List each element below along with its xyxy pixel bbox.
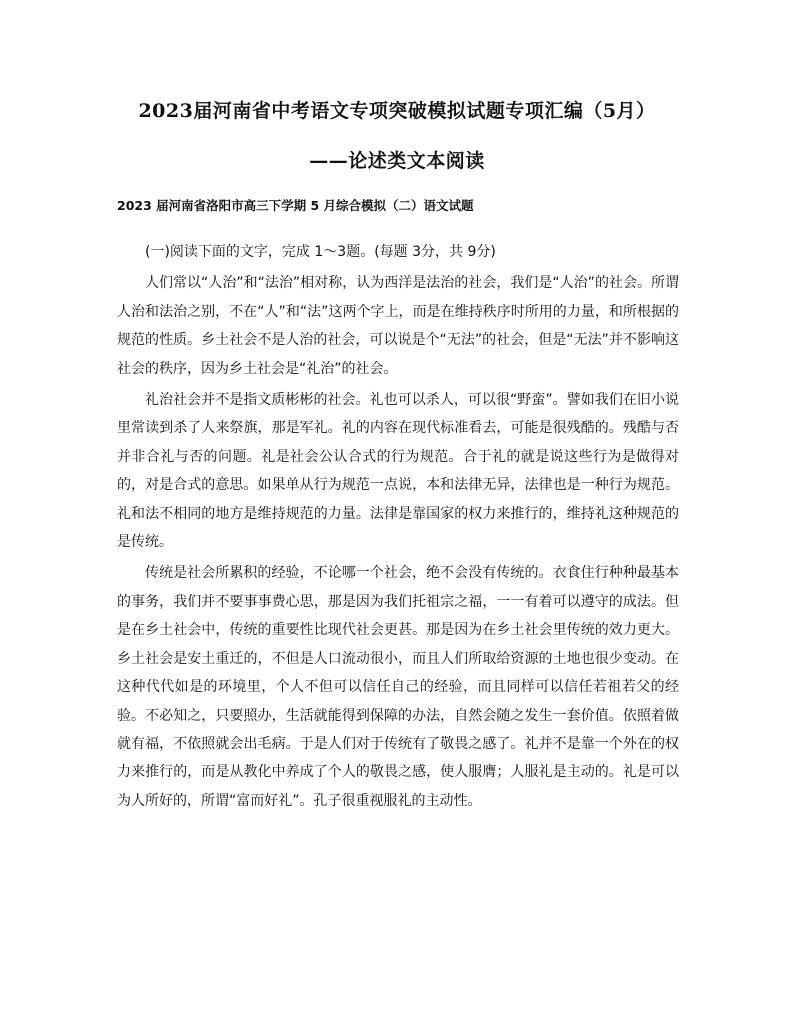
exam-source-heading: 2023 届河南省洛阳市高三下学期 5 月综合模拟（二）语文试题 [117, 198, 474, 213]
paragraph-rites-definition: 礼治社会并不是指文质彬彬的社会。礼也可以杀人，可以很“野蛮”。譬如我们在旧小说里常读到杀了人来祭旗，那是军礼。礼的内容在现代标准看去，可能是很残酷的。残酷与否并非合礼与否的问题。礼是社会公认合式的行为规范。合于礼的就是说这些行为是做得对的，对是合式的意思。如果单从行为规范一点说，本和法律无异，法律也是一种行为规范。礼和法不相同的地方是维持规范的力量。法律是靠国家的权力来推行的，维持礼这种规范的是传统。 [117, 392, 679, 551]
question-instruction: (一)阅读下面的文字，完成 1～3题。(每题 3分，共 9分) [145, 244, 496, 260]
document-title: 2023届河南省中考语文专项突破模拟试题专项汇编（5月） [138, 100, 656, 122]
reading-passage [117, 238, 679, 815]
paragraph-rule-of-rites-intro: 人们常以“人治”和“法治”相对称，认为西洋是法治的社会，我们是“人治”的社会。所谓人治和法治之别，不在“人”和“法”这两个字上，而是在维持秩序时所用的力量，和所根据的规范的性质。乡土社会不是人治的社会，可以说是个“无法”的社会，但是“无法”并不影响这社会的秩序，因为乡土社会是“礼治”的社会。 [117, 275, 679, 377]
paragraph-tradition: 传统是社会所累积的经验，不论哪一个社会，绝不会没有传统的。衣食住行种种最基本的事务，我们并不要事事费心思，那是因为我们托祖宗之福，一一有着可以遵守的成法。但是在乡土社会中，传统的重要性比现代社会更甚。那是因为在乡土社会里传统的效力更大。乡土社会是安土重迁的，不但是人口流动很小，而且人们所取给资源的土地也很少变动。在这种代代如是的环境里，个人不但可以信任自己的经验，而且同样可以信任若祖若父的经验。不必知之，只要照办，生活就能得到保障的办法，自然会随之发生一套价值。依照着做就有福，不依照就会出毛病。于是人们对于传统有了敬畏之感了。礼并不是靠一个外在的权力来推行的，而是从教化中养成了个人的敬畏之感，使人服膺；人服礼是主动的。礼是可以为人所好的，所谓“富而好礼”。孔子很重视服礼的主动性。 [117, 565, 679, 809]
document-subtitle: ——论述类文本阅读 [309, 150, 485, 172]
